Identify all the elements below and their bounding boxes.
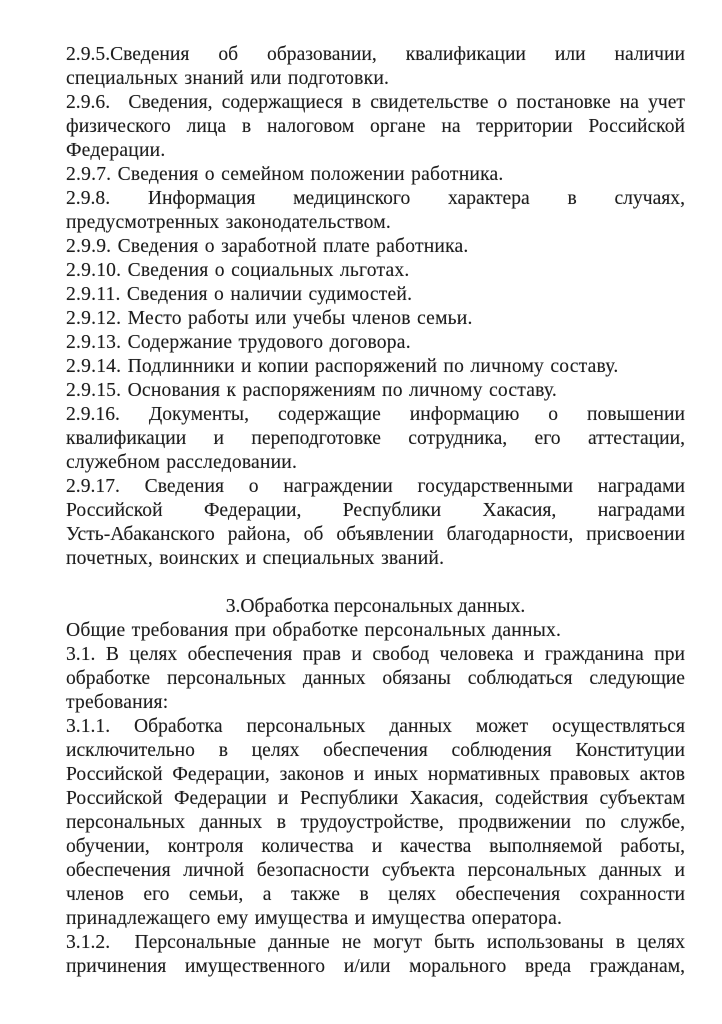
text-line: служебном расследовании. <box>66 452 298 473</box>
text-line: 2.9.11. Сведения о наличии судимостей. <box>66 284 413 305</box>
text-line: персональных данных в трудоустройстве, продвижении по службе, <box>66 812 685 833</box>
text-line: причинения имущественного и/или морального вреда гражданам, <box>66 956 685 977</box>
section-heading: 3.Обработка персональных данных. <box>225 596 526 617</box>
text-line: обработке персональных данных обязаны соблюдаться следующие <box>66 668 685 689</box>
text-line: квалификации и переподготовке сотрудника, его аттестации, <box>66 428 685 449</box>
text-line: членов его семьи, а также в целях обеспечения сохранности <box>66 884 685 905</box>
text-line: специальных знаний или подготовки. <box>66 68 390 89</box>
blank-line <box>66 571 685 595</box>
text-line: Российской Федерации, Республики Хакасия, наградами <box>66 500 685 521</box>
text-line: Российской Федерации, законов и иных нормативных правовых актов <box>66 764 685 785</box>
text-line: 2.9.15. Основания к распоряжениям по личному составу. <box>66 380 558 401</box>
text-line: принадлежащего ему имущества и имущества оператора. <box>66 908 563 929</box>
text-line: требования: <box>66 692 169 713</box>
document-text-block <box>66 43 685 979</box>
text-line: 2.9.12. Место работы или учебы членов семьи. <box>66 308 473 329</box>
text-line: исключительно в целях обеспечения соблюдения Конституции <box>66 740 685 761</box>
text-line: 3.1.1. Обработка персональных данных может осуществляться <box>66 716 685 737</box>
text-line: 2.9.13. Содержание трудового договора. <box>66 332 411 353</box>
text-line: Общие требования при обработке персональных данных. <box>66 620 562 641</box>
text-line: 2.9.16. Документы, содержащие информацию о повышении <box>66 404 685 425</box>
text-line: 2.9.14. Подлинники и копии распоряжений по личному составу. <box>66 356 619 377</box>
text-line: 2.9.7. Сведения о семейном положении работника. <box>66 164 504 185</box>
text-line: 3.1. В целях обеспечения прав и свобод человека и гражданина при <box>66 644 685 665</box>
text-line: 2.9.8. Информация медицинского характера в случаях, <box>66 188 685 209</box>
text-line: 2.9.10. Сведения о социальных льготах. <box>66 260 410 281</box>
text-line: физического лица в налоговом органе на территории Российской <box>66 116 685 137</box>
text-line: 2.9.17. Сведения о награждении государственными наградами <box>66 476 685 497</box>
text-line: 2.9.5.Сведения об образовании, квалификации или наличии <box>66 44 685 65</box>
text-line: 3.1.2. Персональные данные не могут быть использованы в целях <box>66 932 685 953</box>
text-line: 2.9.9. Сведения о заработной плате работника. <box>66 236 469 257</box>
text-line: почетных, воинских и специальных званий. <box>66 548 445 569</box>
text-line: 2.9.6. Сведения, содержащиеся в свидетельстве о постановке на учет <box>66 92 685 113</box>
text-line: обучении, контроля количества и качества выполняемой работы, <box>66 836 685 857</box>
text-line: обеспечения личной безопасности субъекта персональных данных и <box>66 860 685 881</box>
text-line: предусмотренных законодательством. <box>66 212 391 233</box>
text-line: Федерации. <box>66 140 166 161</box>
text-line: Российской Федерации и Республики Хакасия, содействия субъектам <box>66 788 685 809</box>
text-line: Усть-Абаканского района, об объявлении благодарности, присвоении <box>66 524 685 545</box>
